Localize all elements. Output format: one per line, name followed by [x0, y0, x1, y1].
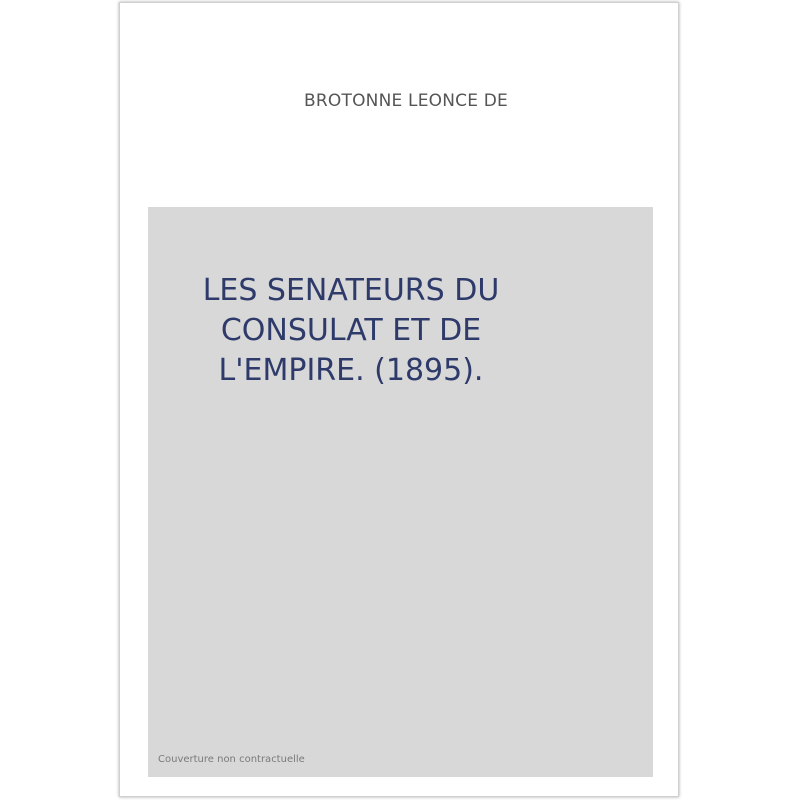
title-line-1: LES SENATEURS DU: [202, 273, 500, 308]
cover-disclaimer: Couverture non contractuelle: [158, 754, 305, 765]
title-line-3: L'EMPIRE. (1895).: [218, 353, 484, 388]
book-cover: [119, 2, 679, 797]
author-name: BROTONNE LEONCE DE: [304, 91, 508, 111]
book-title: [151, 271, 551, 391]
title-line-2: CONSULAT ET DE: [220, 313, 482, 348]
title-panel: [148, 207, 653, 777]
